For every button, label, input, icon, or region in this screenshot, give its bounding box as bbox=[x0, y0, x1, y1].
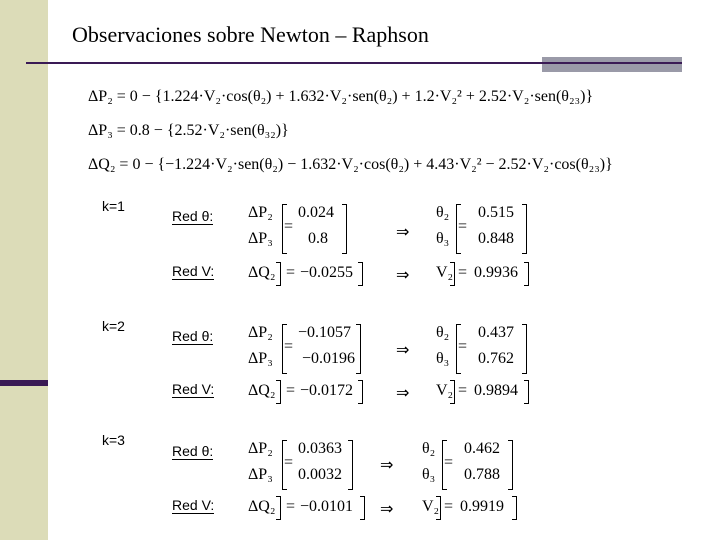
bracket-right bbox=[276, 496, 281, 520]
delta-p2-label: ΔP₂ bbox=[248, 440, 273, 457]
red-v-text: Red V: bbox=[172, 263, 215, 279]
equals-sign: = bbox=[286, 382, 296, 399]
delta-q2-label: ΔQ₂ bbox=[248, 498, 276, 515]
mismatch-vector-q-k1 bbox=[248, 262, 368, 288]
implies-arrow-k3-v: ⇒ bbox=[380, 499, 394, 518]
equation-delta-q2: ΔQ₂ = 0 − {−1.224·V₂·sen(θ₂) − 1.632·V₂·cos(θ₂) + 4.43·V₂² − 2.52·V₂·cos(θ₂₃)} bbox=[88, 156, 613, 173]
v2-label: V₂ bbox=[436, 382, 454, 399]
delta-q2-value-k2: −0.0172 bbox=[300, 382, 354, 399]
mismatch-vector-p-k2 bbox=[248, 324, 368, 374]
voltage-result-k1 bbox=[436, 262, 536, 288]
equals-sign: = bbox=[286, 498, 296, 515]
bracket-right bbox=[276, 262, 281, 286]
bracket-right bbox=[450, 262, 455, 286]
delta-q2-label: ΔQ₂ bbox=[248, 382, 276, 399]
equals-sign: = bbox=[284, 218, 294, 235]
mismatch-vector-p-k1 bbox=[248, 204, 348, 254]
title-rule-block bbox=[542, 57, 682, 72]
implies-arrow-k1-theta: ⇒ bbox=[396, 222, 410, 241]
v2-label: V₂ bbox=[422, 498, 440, 515]
theta3-label: θ₃ bbox=[436, 350, 450, 367]
v2-label: V₂ bbox=[436, 264, 454, 281]
implies-arrow-k2-theta: ⇒ bbox=[396, 340, 410, 359]
red-v-label-k2 bbox=[172, 381, 214, 397]
delta-q2-value-k3: −0.0101 bbox=[300, 498, 354, 515]
mismatch-vector-q-k2 bbox=[248, 380, 368, 406]
red-v-text: Red V: bbox=[172, 381, 215, 397]
theta3-label: θ₃ bbox=[436, 230, 450, 247]
theta3-label: θ₃ bbox=[422, 466, 436, 483]
implies-arrow-k2-v: ⇒ bbox=[396, 383, 410, 402]
bracket-right bbox=[348, 440, 353, 490]
theta3-value-k1: 0.848 bbox=[478, 230, 514, 247]
equation-delta-p2: ΔP₂ = 0 − {1.224·V₂·cos(θ₂) + 1.632·V₂·sen(θ₂) + 1.2·V₂² + 2.52·V₂·sen(θ₂₃)} bbox=[88, 88, 594, 105]
delta-p2-value-k1: 0.024 bbox=[298, 204, 334, 221]
delta-p3-value-k1: 0.8 bbox=[308, 230, 328, 247]
red-v-text: Red V: bbox=[172, 497, 215, 513]
red-theta-text: Red θ: bbox=[172, 328, 214, 344]
theta2-value-k1: 0.515 bbox=[478, 204, 514, 221]
delta-q2-value-k1: −0.0255 bbox=[300, 264, 354, 281]
equals-sign: = bbox=[444, 498, 454, 515]
red-theta-label-k3 bbox=[172, 443, 213, 459]
delta-p2-label: ΔP₂ bbox=[248, 324, 273, 341]
sidebar-accent-bar bbox=[0, 380, 48, 386]
title-rule-line bbox=[542, 62, 682, 64]
delta-p3-label: ΔP₃ bbox=[248, 466, 273, 483]
bracket-right bbox=[524, 380, 529, 404]
red-v-label-k1 bbox=[172, 263, 214, 279]
implies-arrow-k3-theta: ⇒ bbox=[380, 455, 394, 474]
delta-p3-value-k2: −0.0196 bbox=[302, 350, 356, 367]
theta2-label: θ₂ bbox=[436, 204, 450, 221]
bracket-right bbox=[524, 262, 529, 286]
angle-vector-k3 bbox=[422, 440, 522, 490]
implies-arrow-k1-v: ⇒ bbox=[396, 265, 410, 284]
delta-p3-label: ΔP₃ bbox=[248, 230, 273, 247]
bracket-right bbox=[360, 496, 365, 520]
iteration-label-k1: k=1 bbox=[102, 198, 125, 214]
title-underline bbox=[26, 62, 542, 64]
bracket-right bbox=[450, 380, 455, 404]
bracket-right bbox=[276, 380, 281, 404]
red-theta-label-k1 bbox=[172, 208, 213, 224]
slide-title: Observaciones sobre Newton – Raphson bbox=[72, 22, 429, 47]
bracket-right bbox=[358, 262, 363, 286]
angle-vector-k2 bbox=[436, 324, 536, 374]
theta3-value-k3: 0.788 bbox=[464, 466, 500, 483]
red-theta-label-k2 bbox=[172, 328, 213, 344]
equals-sign: = bbox=[284, 454, 294, 471]
v2-value-k1: 0.9936 bbox=[474, 264, 518, 281]
iteration-label-k3: k=3 bbox=[102, 432, 125, 448]
delta-p2-value-k2: −0.1057 bbox=[298, 324, 352, 341]
delta-p3-value-k3: 0.0032 bbox=[298, 466, 342, 483]
bracket-right bbox=[358, 380, 363, 404]
voltage-result-k2 bbox=[436, 380, 536, 406]
red-v-label-k3 bbox=[172, 497, 214, 513]
theta2-value-k3: 0.462 bbox=[464, 440, 500, 457]
mismatch-vector-q-k3 bbox=[248, 496, 368, 522]
equals-sign: = bbox=[458, 218, 468, 235]
bracket-right bbox=[522, 204, 527, 254]
iteration-label-k2: k=2 bbox=[102, 318, 125, 334]
delta-q2-label: ΔQ₂ bbox=[248, 264, 276, 281]
v2-value-k2: 0.9894 bbox=[474, 382, 518, 399]
theta2-value-k2: 0.437 bbox=[478, 324, 514, 341]
equals-sign: = bbox=[458, 264, 468, 281]
bracket-right bbox=[436, 496, 441, 520]
voltage-result-k3 bbox=[422, 496, 522, 522]
theta3-value-k2: 0.762 bbox=[478, 350, 514, 367]
bracket-right bbox=[342, 204, 347, 254]
equals-sign: = bbox=[444, 454, 454, 471]
theta2-label: θ₂ bbox=[422, 440, 436, 457]
bracket-right bbox=[508, 440, 513, 490]
bracket-right bbox=[512, 496, 517, 520]
delta-p2-label: ΔP₂ bbox=[248, 204, 273, 221]
equals-sign: = bbox=[286, 264, 296, 281]
v2-value-k3: 0.9919 bbox=[460, 498, 504, 515]
delta-p2-value-k3: 0.0363 bbox=[298, 440, 342, 457]
left-sidebar-band bbox=[0, 0, 48, 540]
bracket-right bbox=[356, 324, 361, 374]
angle-vector-k1 bbox=[436, 204, 536, 254]
theta2-label: θ₂ bbox=[436, 324, 450, 341]
red-theta-text: Red θ: bbox=[172, 443, 214, 459]
bracket-right bbox=[522, 324, 527, 374]
equation-delta-p3: ΔP₃ = 0.8 − {2.52·V₂·sen(θ₃₂)} bbox=[88, 122, 289, 139]
equals-sign: = bbox=[284, 338, 294, 355]
red-theta-text: Red θ: bbox=[172, 208, 214, 224]
delta-p3-label: ΔP₃ bbox=[248, 350, 273, 367]
mismatch-vector-p-k3 bbox=[248, 440, 358, 490]
equals-sign: = bbox=[458, 382, 468, 399]
equals-sign: = bbox=[458, 338, 468, 355]
